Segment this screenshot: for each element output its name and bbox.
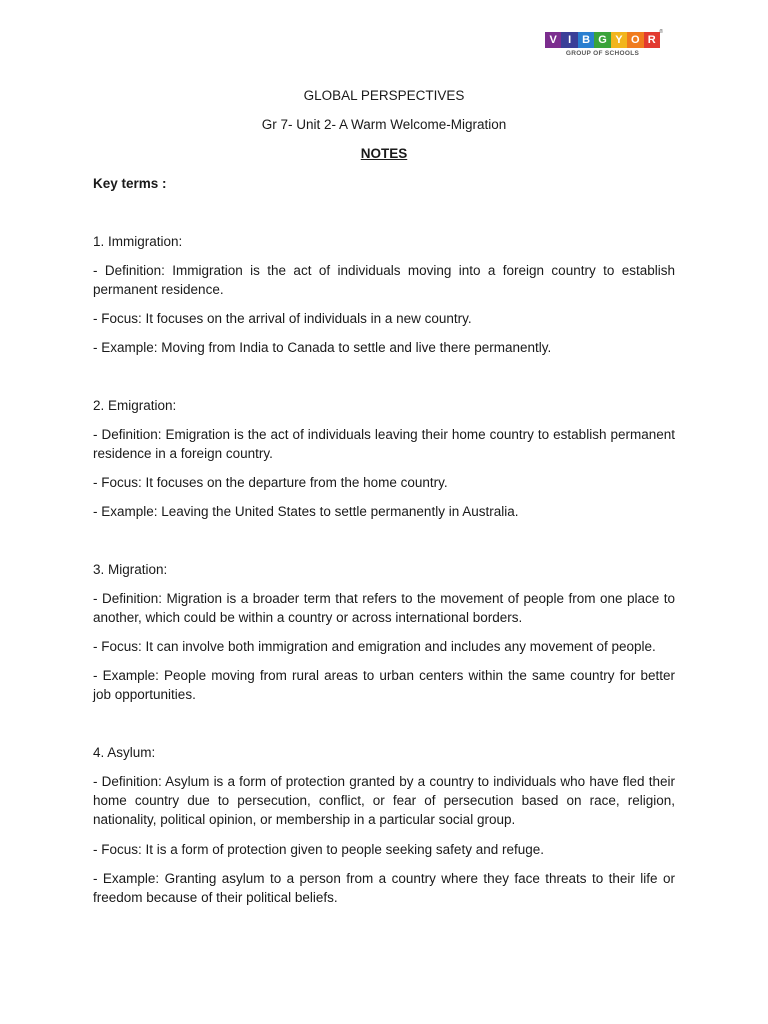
- logo-letters: [545, 32, 660, 48]
- term-focus: - Focus: It focuses on the departure from the home country.: [93, 475, 448, 490]
- logo-letter: V: [545, 32, 561, 48]
- logo-letter: B: [578, 32, 594, 48]
- term-example: - Example: People moving from rural areas to urban centers within the same country for better job opportunities.: [93, 668, 675, 702]
- logo-letter: O: [627, 32, 643, 48]
- registered-mark: ®: [659, 29, 663, 35]
- term-focus: - Focus: It focuses on the arrival of individuals in a new country.: [93, 311, 472, 326]
- term-definition: - Definition: Migration is a broader term that refers to the movement of people from one place to another, which could be within a country or across international borders.: [93, 591, 675, 625]
- logo-tagline: GROUP OF SCHOOLS: [565, 50, 640, 57]
- term-title: 3. Migration:: [93, 562, 168, 577]
- logo-letter: G: [594, 32, 610, 48]
- term-definition: - Definition: Asylum is a form of protection granted by a country to individuals who have fled their home country due to persecution, conflict, or fear of persecution based on race, religion, nationality, political opinion, or membership in a particular social group.: [93, 774, 675, 827]
- term-definition: - Definition: Emigration is the act of individuals leaving their home country to establish permanent residence in a foreign country.: [93, 427, 675, 461]
- logo-letter: I: [561, 32, 577, 48]
- key-terms-label: Key terms :: [93, 176, 167, 191]
- logo-letter: R: [644, 32, 660, 48]
- unit-title: Gr 7- Unit 2- A Warm Welcome-Migration: [261, 117, 507, 132]
- term-title: 4. Asylum:: [93, 745, 156, 760]
- subject-title: GLOBAL PERSPECTIVES: [303, 88, 465, 103]
- term-example: - Example: Granting asylum to a person from a country where they face threats to their life or freedom because of their political beliefs.: [93, 871, 675, 905]
- term-example: - Example: Leaving the United States to settle permanently in Australia.: [93, 504, 519, 519]
- term-focus: - Focus: It is a form of protection given to people seeking safety and refuge.: [93, 842, 544, 857]
- school-logo: [545, 29, 663, 62]
- term-title: 2. Emigration:: [93, 398, 177, 413]
- logo-letter: Y: [611, 32, 627, 48]
- notes-heading: NOTES: [360, 146, 408, 161]
- term-focus: - Focus: It can involve both immigration and emigration and includes any movement of people.: [93, 639, 656, 654]
- term-title: 1. Immigration:: [93, 234, 183, 249]
- term-definition: - Definition: Immigration is the act of individuals moving into a foreign country to establish permanent residence.: [93, 263, 675, 297]
- term-example: - Example: Moving from India to Canada to settle and live there permanently.: [93, 340, 552, 355]
